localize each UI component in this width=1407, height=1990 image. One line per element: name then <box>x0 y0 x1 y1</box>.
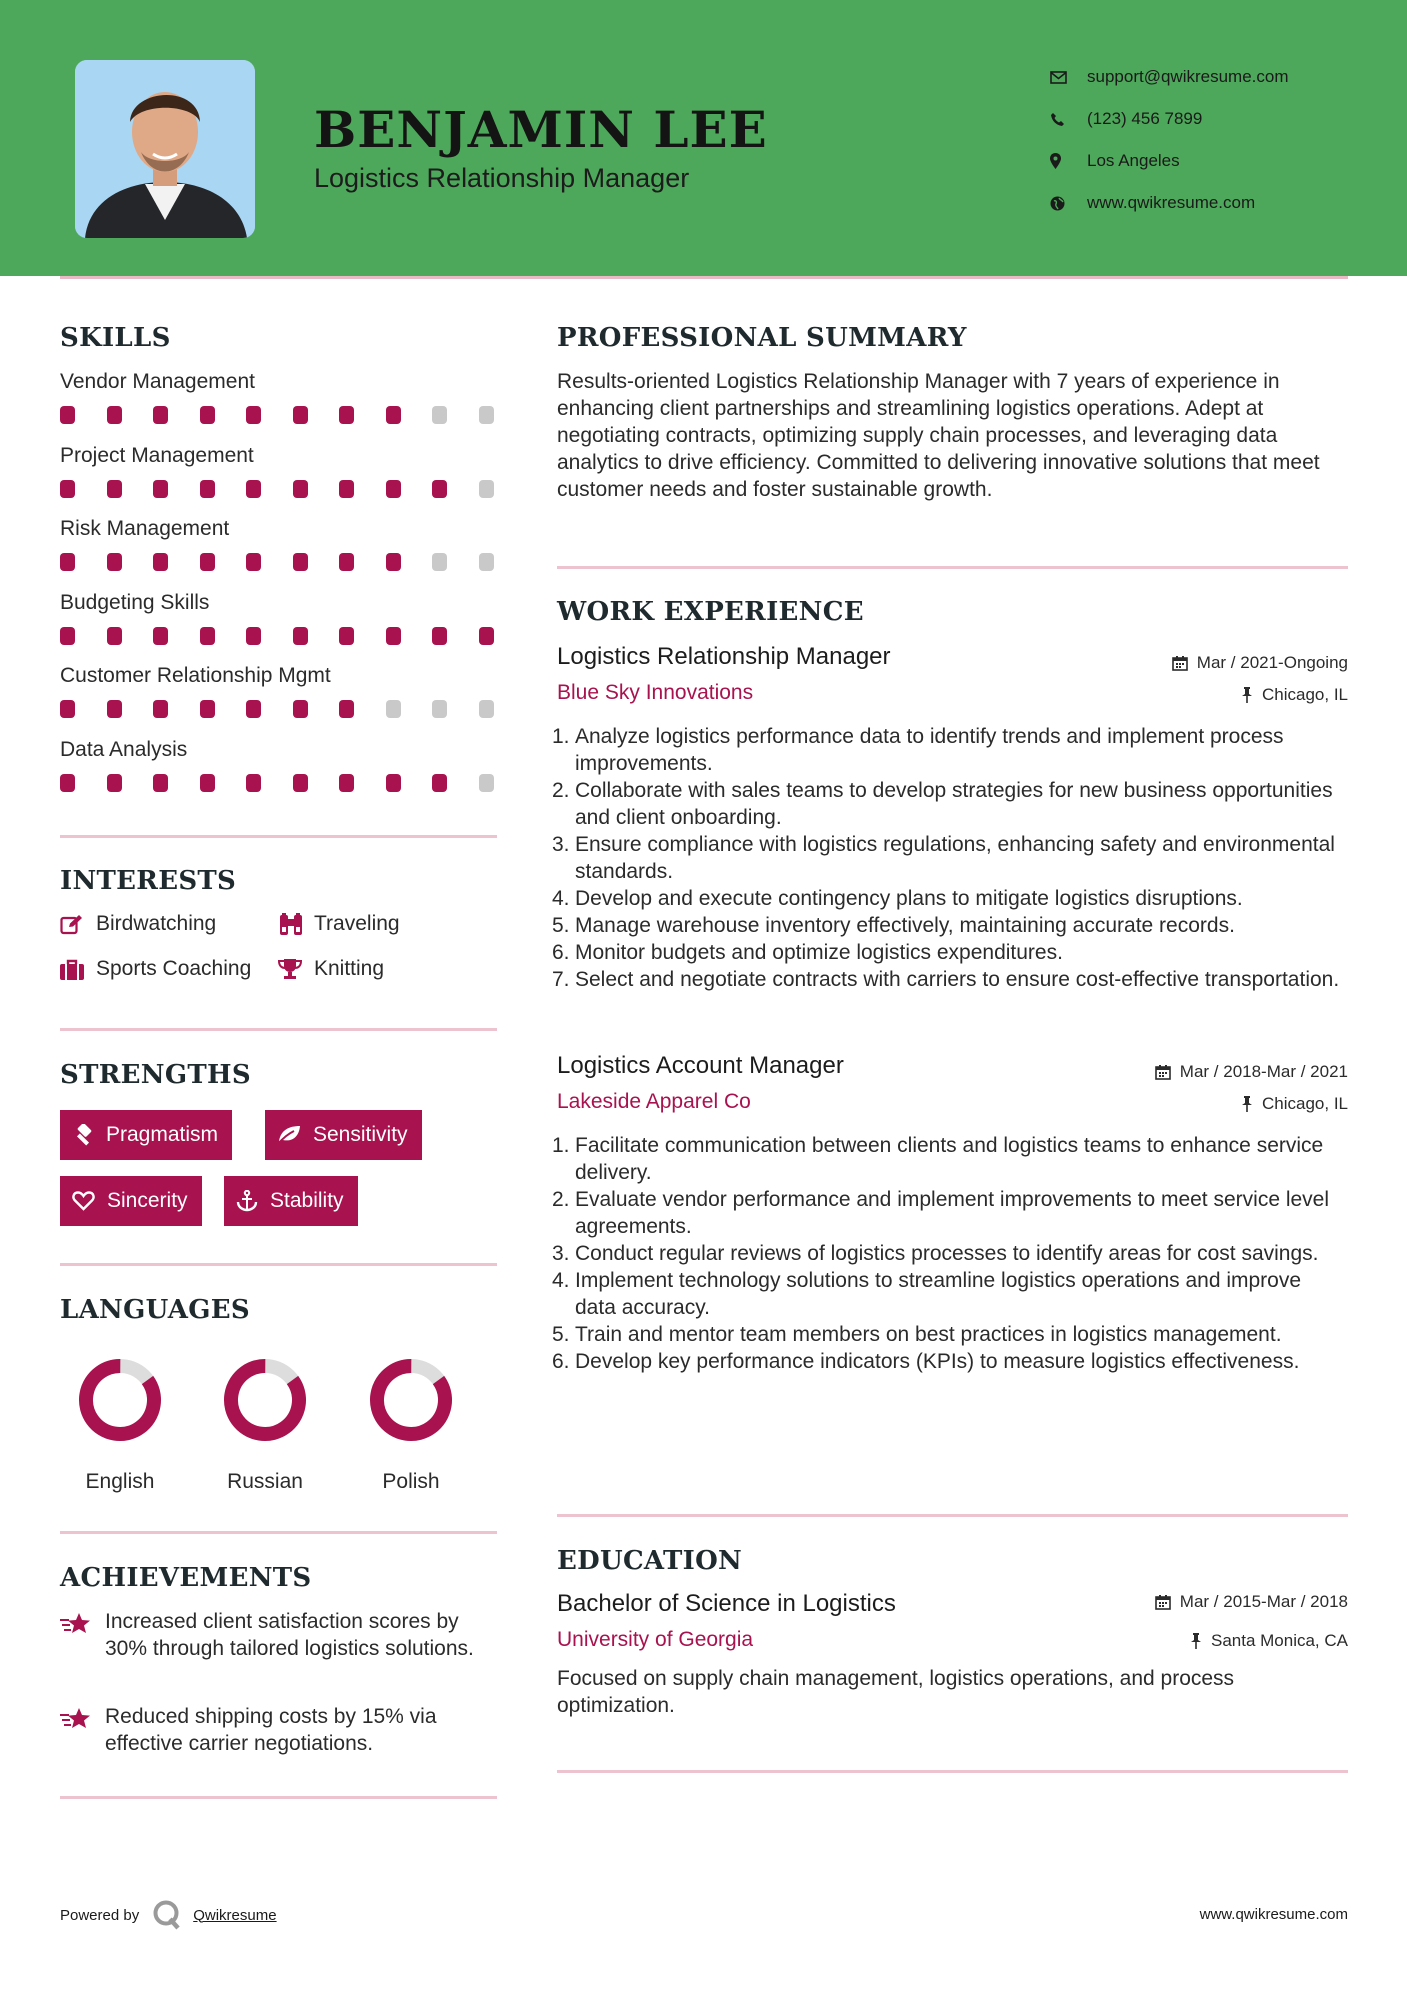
skill-dot-filled <box>60 774 75 792</box>
skill-dot-empty <box>479 553 494 571</box>
skill-dot-filled <box>432 627 447 645</box>
strength-tag: Sincerity <box>60 1176 202 1226</box>
summary-heading: PROFESSIONAL SUMMARY <box>557 323 967 353</box>
language-item <box>70 1358 170 1508</box>
skill-dot-empty <box>479 700 494 718</box>
briefcase-icon <box>60 959 96 980</box>
skill-dot-filled <box>293 700 308 718</box>
skill-dot-filled <box>293 627 308 645</box>
skill-dot-filled <box>60 406 75 424</box>
responsibility-item: 5. Train and mentor team members on best practices in logistics management. <box>552 1323 1282 1346</box>
responsibility-item: 2. Collaborate with sales teams to develop strategies for new business opportunities and client onboarding. <box>552 779 1333 829</box>
skill-dot-empty <box>479 406 494 424</box>
pushpin-icon <box>1241 687 1253 703</box>
profile-photo <box>75 60 255 238</box>
skill-dot-empty <box>479 480 494 498</box>
skill-dot-filled <box>153 553 168 571</box>
skill-rating <box>60 627 500 645</box>
skill-dot-filled <box>200 406 215 424</box>
skill-dot-filled <box>293 406 308 424</box>
contact-phone[interactable]: (123) 456 7899 <box>1050 98 1289 140</box>
skill-dot-filled <box>386 406 401 424</box>
education-dates: Mar / 2015-Mar / 2018 <box>1155 1592 1348 1612</box>
skill-label: Project Management <box>60 443 254 467</box>
skill-rating <box>60 774 500 792</box>
job-title: Logistics Relationship Manager <box>557 643 891 670</box>
language-item <box>215 1358 315 1508</box>
skill-dot-filled <box>293 774 308 792</box>
responsibility-item: 6. Develop key performance indicators (KPIs) to measure logistics effectiveness. <box>552 1350 1300 1373</box>
languages-heading: LANGUAGES <box>60 1295 250 1325</box>
interest-item: Knitting <box>278 957 384 981</box>
language-donut-fill <box>218 1358 313 1447</box>
skill-dot-filled <box>246 406 261 424</box>
skill-dot-filled <box>200 774 215 792</box>
skill-dot-filled <box>339 480 354 498</box>
responsibility-item: 2. Evaluate vendor performance and implement improvements to meet service level agreements. <box>552 1188 1330 1238</box>
star-icon <box>60 1608 105 1662</box>
skill-dot-empty <box>386 700 401 718</box>
skill-dot-filled <box>153 627 168 645</box>
footer-powered-by: Powered by Qwikresume <box>60 1900 277 1930</box>
responsibility-item: 3. Conduct regular reviews of logistics processes to identify areas for cost savings. <box>552 1242 1319 1265</box>
skill-dot-filled <box>60 553 75 571</box>
strength-tag: Stability <box>224 1176 358 1226</box>
job-title: Logistics Account Manager <box>557 1052 844 1079</box>
section-divider <box>557 566 1348 569</box>
responsibility-item: 3. Ensure compliance with logistics regulations, enhancing safety and environmental standards. <box>552 833 1335 883</box>
language-donut-fill <box>364 1358 459 1447</box>
language-label: Polish <box>382 1470 440 1493</box>
skill-dot-filled <box>246 480 261 498</box>
binoculars-icon <box>278 913 314 935</box>
language-item <box>361 1358 461 1508</box>
skill-dot-filled <box>60 700 75 718</box>
language-donut <box>70 1358 170 1448</box>
section-divider <box>60 835 497 838</box>
footer-url[interactable]: www.qwikresume.com <box>1199 1906 1348 1923</box>
section-divider <box>557 1514 1348 1517</box>
interests-heading: INTERESTS <box>60 866 237 896</box>
job-company: Lakeside Apparel Co <box>557 1090 751 1113</box>
skill-dot-empty <box>479 774 494 792</box>
education-location: Santa Monica, CA <box>1190 1631 1348 1651</box>
skill-dot-filled <box>339 627 354 645</box>
skill-dot-filled <box>293 480 308 498</box>
language-donut <box>361 1358 461 1448</box>
skill-dot-filled <box>107 406 122 424</box>
job-responsibilities <box>552 723 1342 993</box>
skill-dot-filled <box>432 480 447 498</box>
job-company: Blue Sky Innovations <box>557 681 754 704</box>
contact-list <box>1050 56 1289 224</box>
skill-dot-filled <box>107 553 122 571</box>
skill-dot-empty <box>432 406 447 424</box>
envelope-icon <box>1050 71 1087 84</box>
contact-website[interactable]: www.qwikresume.com <box>1050 182 1289 224</box>
skill-label: Budgeting Skills <box>60 590 210 614</box>
achievement-item: Increased client satisfaction scores by 30% through tailored logistics solutions. <box>60 1608 500 1662</box>
skill-label: Customer Relationship Mgmt <box>60 664 331 687</box>
qwikresume-logo-icon <box>153 1900 181 1930</box>
skill-dot-filled <box>107 480 122 498</box>
skill-dot-filled <box>246 627 261 645</box>
map-marker-icon <box>1050 153 1087 169</box>
skill-rating <box>60 553 500 571</box>
strengths-heading: STRENGTHS <box>60 1060 251 1090</box>
skill-dot-filled <box>107 700 122 718</box>
summary-text: Results-oriented Logistics Relationship Manager with 7 years of experience in enhancing client partnerships and streamlining logistics operations. Adept at negotiating contracts, optimizing supply chain processes, and leveraging data analytics to drive efficiency. Committed to delivering innovative solutions that meet customer needs and foster sustainable growth. <box>557 370 1320 501</box>
degree-title: Bachelor of Science in Logistics <box>557 1590 896 1617</box>
experience-heading: WORK EXPERIENCE <box>557 597 864 627</box>
section-divider <box>60 1531 497 1534</box>
skill-dot-filled <box>386 627 401 645</box>
skill-dot-filled <box>153 406 168 424</box>
trophy-icon <box>278 958 314 980</box>
language-donut-fill <box>73 1358 168 1447</box>
gavel-icon <box>72 1124 94 1146</box>
skill-dot-filled <box>432 774 447 792</box>
skill-rating <box>60 700 500 718</box>
candidate-name: BENJAMIN LEE <box>314 100 768 159</box>
header-divider <box>60 276 1348 279</box>
school-name: University of Georgia <box>557 1628 754 1651</box>
skill-dot-filled <box>200 627 215 645</box>
phone-icon <box>1050 112 1087 127</box>
star-icon <box>60 1703 105 1757</box>
candidate-role: Logistics Relationship Manager <box>314 163 690 193</box>
skill-rating <box>60 480 500 498</box>
skill-dot-filled <box>386 774 401 792</box>
leaf-icon <box>277 1125 301 1145</box>
skill-rating <box>60 406 500 424</box>
interest-item: Sports Coaching <box>60 957 251 981</box>
education-heading: EDUCATION <box>557 1546 743 1576</box>
anchor-icon <box>236 1190 258 1212</box>
language-label: English <box>85 1470 155 1493</box>
skill-dot-filled <box>200 553 215 571</box>
contact-email[interactable]: support@qwikresume.com <box>1050 56 1289 98</box>
pushpin-icon <box>1241 1096 1253 1112</box>
skill-dot-filled <box>153 480 168 498</box>
calendar-icon <box>1155 1064 1171 1080</box>
responsibility-item: 4. Develop and execute contingency plans to mitigate logistics disruptions. <box>552 887 1243 910</box>
job-dates: Mar / 2018-Mar / 2021 <box>1155 1062 1348 1082</box>
section-divider <box>60 1263 497 1266</box>
job-responsibilities <box>552 1132 1342 1375</box>
qwikresume-link[interactable]: Qwikresume <box>193 1906 277 1924</box>
section-divider <box>557 1770 1348 1773</box>
skill-dot-filled <box>386 480 401 498</box>
globe-icon <box>1050 196 1087 211</box>
skill-label: Vendor Management <box>60 370 255 393</box>
section-divider <box>60 1028 497 1031</box>
skill-label: Risk Management <box>60 517 230 540</box>
responsibility-item: 1. Analyze logistics performance data to identify trends and implement process improvements. <box>552 725 1284 775</box>
skill-dot-filled <box>200 700 215 718</box>
contact-location: Los Angeles <box>1050 140 1289 182</box>
skill-dot-filled <box>479 627 494 645</box>
skill-dot-filled <box>339 406 354 424</box>
strength-tag: Sensitivity <box>265 1110 422 1160</box>
job-dates: Mar / 2021-Ongoing <box>1172 653 1348 673</box>
job-location: Chicago, IL <box>1241 685 1348 705</box>
interest-item: Birdwatching <box>60 912 216 936</box>
skill-label: Data Analysis <box>60 737 188 761</box>
calendar-icon <box>1155 1594 1171 1610</box>
resume-header <box>0 0 1407 276</box>
achievement-item: Reduced shipping costs by 15% via effective carrier negotiations. <box>60 1703 500 1757</box>
skill-dot-filled <box>293 553 308 571</box>
skill-dot-filled <box>246 553 261 571</box>
skill-dot-filled <box>339 774 354 792</box>
strength-tag: Pragmatism <box>60 1110 232 1160</box>
responsibility-item: 4. Implement technology solutions to streamline logistics operations and improve data accuracy. <box>552 1269 1302 1319</box>
responsibility-item: 6. Monitor budgets and optimize logistics expenditures. <box>552 941 1063 964</box>
edit-icon <box>60 914 96 935</box>
skill-dot-filled <box>153 700 168 718</box>
interest-item: Traveling <box>278 912 400 936</box>
responsibility-item: 1. Facilitate communication between clients and logistics teams to enhance service delivery. <box>552 1134 1324 1184</box>
skill-dot-filled <box>246 774 261 792</box>
responsibility-item: 7. Select and negotiate contracts with carriers to ensure cost-effective transportation. <box>552 968 1340 991</box>
language-donut <box>215 1358 315 1448</box>
job-location: Chicago, IL <box>1241 1094 1348 1114</box>
skill-dot-filled <box>60 480 75 498</box>
achievements-heading: ACHIEVEMENTS <box>60 1563 312 1593</box>
skill-dot-filled <box>60 627 75 645</box>
skill-dot-filled <box>339 700 354 718</box>
pushpin-icon <box>1190 1633 1202 1649</box>
language-label: Russian <box>227 1470 303 1493</box>
heart-icon <box>72 1191 95 1211</box>
skill-dot-filled <box>107 627 122 645</box>
skill-dot-filled <box>107 774 122 792</box>
skill-dot-filled <box>339 553 354 571</box>
education-description: Focused on supply chain management, logistics operations, and process optimization. <box>557 1667 1235 1717</box>
skill-dot-empty <box>432 553 447 571</box>
skills-heading: SKILLS <box>60 323 171 353</box>
skill-dot-filled <box>246 700 261 718</box>
skill-dot-filled <box>386 553 401 571</box>
responsibility-item: 5. Manage warehouse inventory effectively, maintaining accurate records. <box>552 914 1235 937</box>
calendar-icon <box>1172 655 1188 671</box>
section-divider <box>60 1796 497 1799</box>
skill-dot-empty <box>432 700 447 718</box>
skill-dot-filled <box>200 480 215 498</box>
skill-dot-filled <box>153 774 168 792</box>
